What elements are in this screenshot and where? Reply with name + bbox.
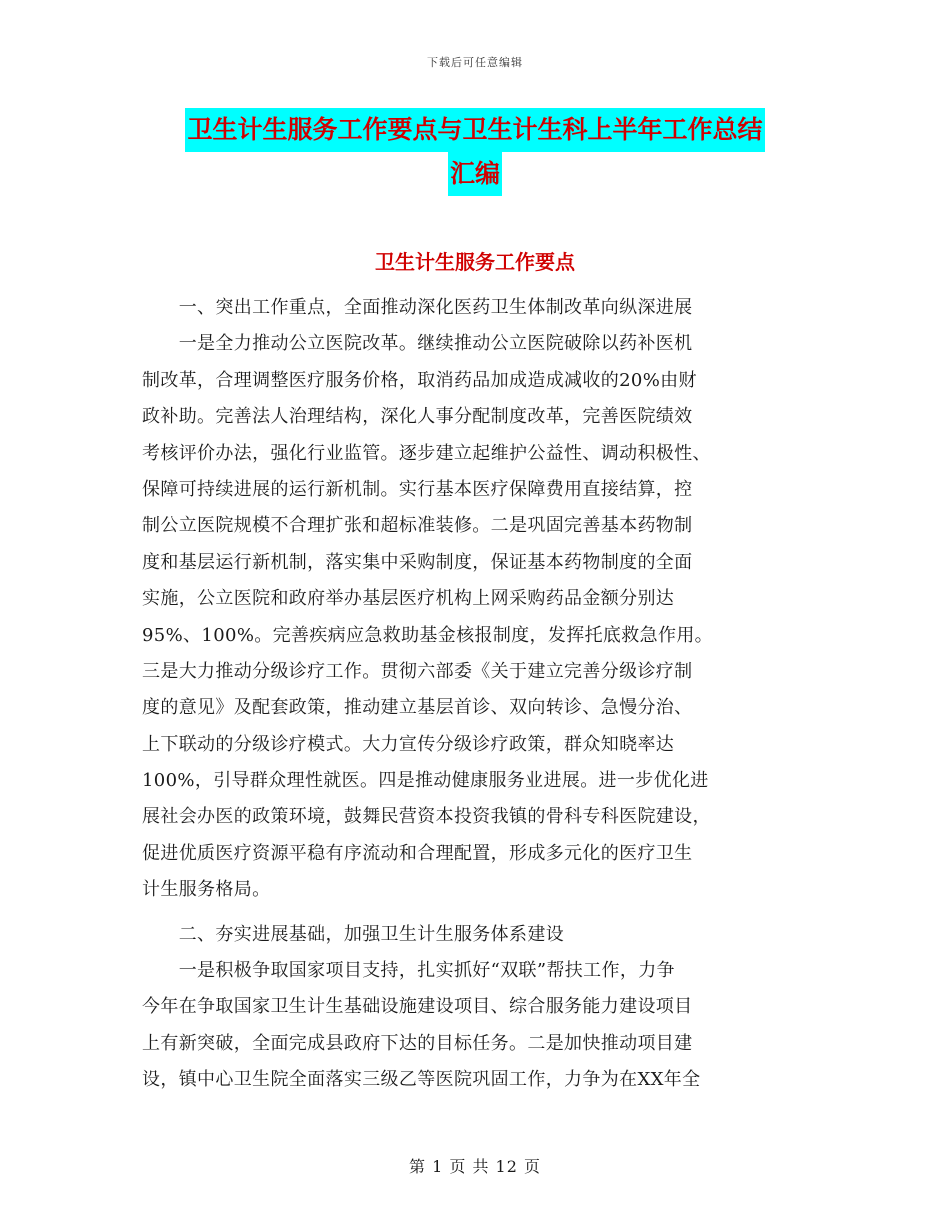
body-line: 一、突出工作重点，全面推动深化医药卫生体制改革向纵深进展 <box>142 297 693 318</box>
document-title <box>140 108 810 196</box>
body-line: 三是大力推动分级诊疗工作。贯彻六部委《关于建立完善分级诊疗制 <box>142 660 693 682</box>
body-line: 保障可持续进展的运行新机制。实行基本医疗保障费用直接结算，控 <box>142 478 693 500</box>
body-line: 95%、100%。完善疾病应急救助基金核报制度，发挥托底救急作用。 <box>142 624 714 646</box>
body-line: 制公立医院规模不合理扩张和超标准装修。二是巩固完善基本药物制 <box>142 515 693 537</box>
page-footer: 第 1 页 共 12 页 <box>409 1157 541 1176</box>
body-line: 一是全力推动公立医院改革。继续推动公立医院破除以药补医机 <box>142 333 693 355</box>
body-line: 展社会办医的政策环境，鼓舞民营资本投资我镇的骨科专科医院建设， <box>142 806 711 828</box>
body-line: 制改革，合理调整医疗服务价格，取消药品加成造成减收的20%由财 <box>142 369 697 391</box>
document-body <box>142 290 808 1099</box>
title-line-1: 卫生计生服务工作要点与卫生计生科上半年工作总结 <box>185 108 764 152</box>
body-line: 计生服务格局。 <box>142 879 271 901</box>
body-line: 一是积极争取国家项目支持，扎实抓好“双联”帮扶工作，力争 <box>142 960 675 982</box>
body-line: 度和基层运行新机制，落实集中采购制度，保证基本药物制度的全面 <box>142 551 693 573</box>
body-line: 上有新突破，全面完成县政府下达的目标任务。二是加快推动项目建 <box>142 1032 693 1054</box>
body-line: 100%，引导群众理性就医。四是推动健康服务业进展。进一步优化进 <box>142 770 709 792</box>
body-line: 设，镇中心卫生院全面落实三级乙等医院巩固工作，力争为在XX年全 <box>142 1069 701 1091</box>
section-title: 卫生计生服务工作要点 <box>375 250 575 274</box>
body-line: 上下联动的分级诊疗模式。大力宣传分级诊疗政策，群众知晓率达 <box>142 733 675 755</box>
body-line: 二、夯实进展基础，加强卫生计生服务体系建设 <box>142 923 565 945</box>
body-line: 实施，公立医院和政府举办基层医疗机构上网采购药品金额分别达 <box>142 588 675 610</box>
body-line: 促进优质医疗资源平稳有序流动和合理配置，形成多元化的医疗卫生 <box>142 842 693 864</box>
title-line-2: 汇编 <box>448 152 502 196</box>
header-note: 下载后可任意编辑 <box>427 56 523 69</box>
body-line: 考核评价办法，强化行业监管。逐步建立起维护公益性、调动积极性、 <box>142 442 711 464</box>
body-line: 今年在争取国家卫生计生基础设施建设项目、综合服务能力建设项目 <box>142 996 693 1018</box>
body-line: 政补助。完善法人治理结构，深化人事分配制度改革，完善医院绩效 <box>142 406 693 428</box>
body-line: 度的意见》及配套政策，推动建立基层首诊、双向转诊、急慢分治、 <box>142 697 693 719</box>
